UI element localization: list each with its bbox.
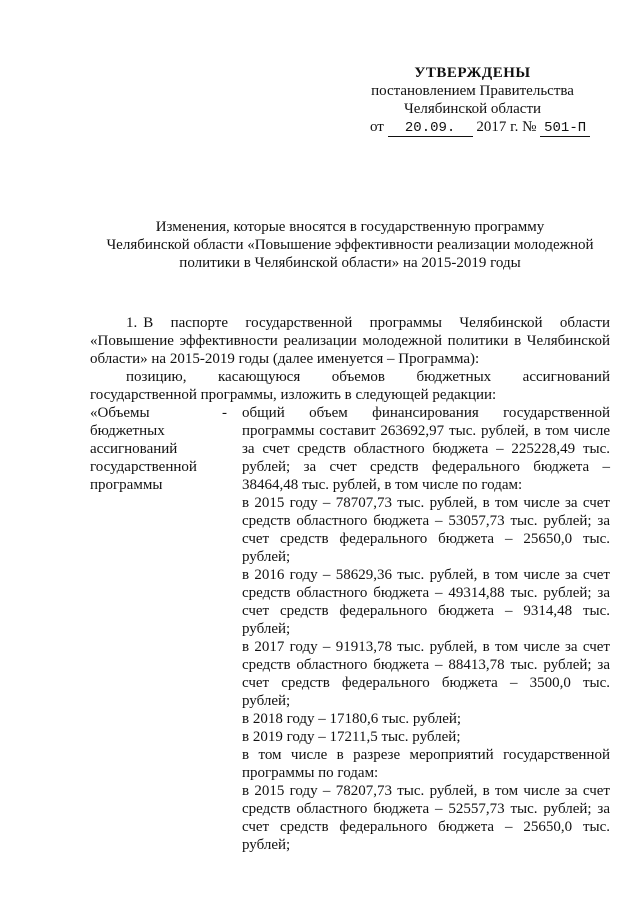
funding-by-activity: в том числе в разрезе мероприятий государственной программы по годам: <box>242 747 610 781</box>
item-number: 1. <box>126 315 138 331</box>
heading-line-2: Челябинской области «Повышение эффективности реализации молодежной <box>106 237 594 253</box>
from-label: от <box>370 119 384 135</box>
table-left-label: «Объемы бюджетных ассигнований государственной программы <box>90 405 197 493</box>
funding-total: общий объем финансирования государственной программы составит 263692,97 тыс. рублей, в том числе за счет средств областного бюджета – 225228,49 тыс. рублей; за счет средств федерального бюджета – 38464,48 тыс. рублей, в том числе по годам: <box>242 405 610 493</box>
heading-line-1: Изменения, которые вносятся в государственную программу <box>155 219 545 235</box>
document-heading <box>90 218 610 272</box>
funding-2019: в 2019 году – 17211,5 тыс. рублей; <box>242 729 461 745</box>
item-paragraph <box>90 314 610 368</box>
approval-line-2: Челябинской области <box>403 101 542 117</box>
table-right-column <box>242 404 610 854</box>
table-dash: - <box>222 405 227 421</box>
position-line-1: позицию, касающуюся объемов бюджетных ассигнований <box>126 369 610 385</box>
year-label: 2017 г. № <box>476 119 537 135</box>
approval-number: 501-П <box>540 121 590 137</box>
funding-2015: в 2015 году – 78707,73 тыс. рублей, в том числе за счет средств областного бюджета – 53057,73 тыс. рублей; за счет средств федерального бюджета – 25650,0 тыс. рублей; <box>242 495 610 565</box>
funding-2018: в 2018 году – 17180,6 тыс. рублей; <box>242 711 462 727</box>
approval-line-1: постановлением Правительства <box>371 83 574 99</box>
approval-title: УТВЕРЖДЕНЫ <box>414 65 531 81</box>
activity-2015: в 2015 году – 78207,73 тыс. рублей, в том числе за счет средств областного бюджета – 52557,73 тыс. рублей; за счет средств федерального бюджета – 25650,0 тыс. рублей; <box>242 783 610 853</box>
position-line-2: государственной программы, изложить в следующей редакции: <box>90 387 497 403</box>
approval-dateline <box>360 118 585 137</box>
funding-2016: в 2016 году – 58629,36 тыс. рублей, в том числе за счет средств областного бюджета – 49314,88 тыс. рублей; за счет средств федерального бюджета – 9314,48 тыс. рублей; <box>242 567 610 637</box>
item-text: В паспорте государственной программы Челябинской области «Повышение эффективности реализации молодежной политики в Челябинской области» на 2015-2019 годы (далее именуется – Программа): <box>90 315 610 367</box>
heading-line-3: политики в Челябинской области» на 2015-2019 годы <box>179 255 521 271</box>
body-text <box>90 314 610 404</box>
funding-2017: в 2017 году – 91913,78 тыс. рублей, в том числе за счет средств областного бюджета – 88413,78 тыс. рублей; за счет средств федерального бюджета – 3500,0 тыс. рублей; <box>242 639 610 709</box>
approval-stamp <box>360 64 585 137</box>
approval-date: 20.09. <box>388 121 473 137</box>
